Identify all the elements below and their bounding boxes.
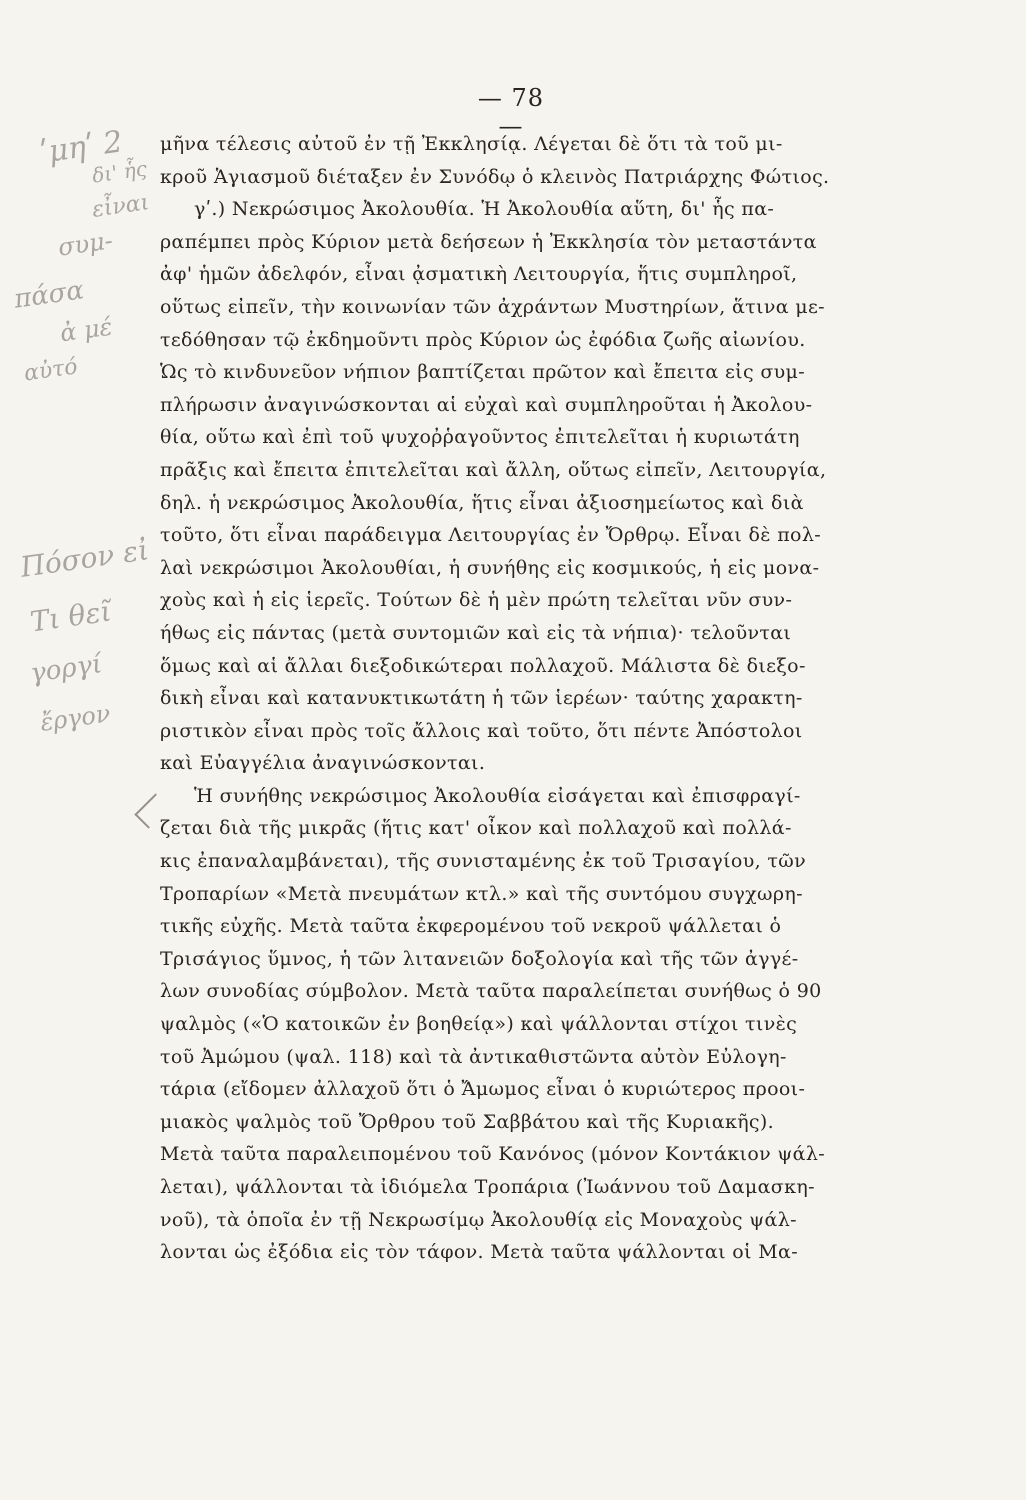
margin-note: ἀ μέ (58, 312, 115, 348)
text-line: λων συνοδίας σύμβολον. Μετὰ ταῦτα παραλείπεται συνήθως ὁ 90 (160, 980, 822, 1003)
margin-note: Πόσον εἰ (18, 533, 151, 584)
margin-note: δι' ἧς (90, 156, 149, 188)
text-line: ραπέμπει πρὸς Κύριον μετὰ δεήσεων ἡ Ἐκκλησία τὸν μεταστάντα (160, 230, 817, 253)
text-line: πρᾶξις καὶ ἔπειτα ἐπιτελεῖται καὶ ἄλλη, οὕτως εἰπεῖν, Λειτουργία, (160, 458, 827, 481)
text-line: δηλ. ἡ νεκρώσιμος Ἀκολουθία, ἥτις εἶναι ἀξιοσημείωτος καὶ διὰ (160, 491, 804, 514)
margin-note: πάσα (12, 275, 86, 315)
text-line: δικὴ εἶναι καὶ κατανυκτικωτάτη ἡ τῶν ἱερέων· ταύτης χαρακτη- (160, 687, 803, 710)
text-line: τοῦ Ἀμώμου (ψαλ. 118) καὶ τὰ ἀντικαθιστῶντα αὐτὸν Εὐλογη- (160, 1045, 787, 1068)
text-line: Ὡς τὸ κινδυνεῦον νήπιον βαπτίζεται πρῶτον καὶ ἔπειτα εἰς συμ- (160, 361, 806, 384)
text-line: θία, οὕτω καὶ ἐπὶ τοῦ ψυχοῤῥαγοῦντος ἐπιτελεῖται ἡ κυριωτάτη (160, 426, 800, 449)
text-line: μιακὸς ψαλμὸς τοῦ Ὄρθρου τοῦ Σαββάτου καὶ τῆς Κυριακῆς). (160, 1110, 775, 1133)
text-line: ὅμως καὶ αἱ ἄλλαι διεξοδικώτεραι πολλαχοῦ. Μάλιστα δὲ διεξο- (160, 654, 806, 677)
text-line: Ἡ συνήθης νεκρώσιμος Ἀκολουθία εἰσάγεται καὶ ἐπισφραγί- (194, 784, 801, 807)
margin-note: αὐτό (22, 354, 80, 387)
text-line: κροῦ Ἁγιασμοῦ διέταξεν ἐν Συνόδῳ ὁ κλεινὸς Πατριάρχης Φώτιος. (160, 165, 830, 188)
body-text (160, 128, 878, 1269)
text-line: χοὺς καὶ ἡ εἰς ἱερεῖς. Τούτων δὲ ἡ μὲν πρώτη τελεῖται νῦν συν- (160, 589, 793, 612)
text-line: κις ἐπαναλαμβάνεται), τῆς συνισταμένης ἐκ τοῦ Τρισαγίου, τῶν (160, 850, 806, 873)
margin-note: Τι θεῖ (28, 594, 114, 639)
margin-note: ἔργον (38, 699, 112, 737)
text-line: τάρια (εἴδομεν ἀλλαχοῦ ὅτι ὁ Ἄμωμος εἶναι ὁ κυριώτερος προοι- (160, 1078, 806, 1101)
text-line: νοῦ), τὰ ὁποῖα ἐν τῇ Νεκρωσίμῳ Ἀκολουθίᾳ εἰς Μοναχοὺς ψάλ- (160, 1208, 797, 1231)
text-line: τεδόθησαν τῷ ἐκδημοῦντι πρὸς Κύριον ὡς ἐφόδια ζωῆς αἰωνίου. (160, 328, 806, 351)
text-line: μῆνα τέλεσις αὐτοῦ ἐν τῇ Ἐκκλησίᾳ. Λέγεται δὲ ὅτι τὰ τοῦ μι- (160, 133, 783, 155)
text-line: οὕτως εἰπεῖν, τὴν κοινωνίαν τῶν ἀχράντων Μυστηρίων, ἅτινα με- (160, 295, 825, 318)
text-line: Τροπαρίων «Μετὰ πνευμάτων κτλ.» καὶ τῆς συντόμου συγχωρη- (160, 882, 803, 905)
margin-note: εἶναι (90, 190, 151, 223)
text-line: Τρισάγιος ὕμνος, ἡ τῶν λιτανειῶν δοξολογία καὶ τῆς τῶν ἀγγέ- (160, 947, 799, 970)
page-number: — 78 — (477, 84, 545, 140)
text-line: λονται ὡς ἐξόδια εἰς τὸν τάφον. Μετὰ ταῦτα ψάλλονται οἱ Μα- (160, 1241, 798, 1264)
text-line: ἀφ' ἡμῶν ἀδελφόν, εἶναι ᾀσματικὴ Λειτουργία, ἥτις συμπληροῖ, (160, 263, 798, 286)
margin-handwritten-notes (0, 124, 170, 830)
margin-note: συμ- (56, 226, 115, 262)
text-line: λαὶ νεκρώσιμοι Ἀκολουθίαι, ἡ συνήθης εἰς κοσμικούς, ἡ εἰς μονα- (160, 556, 820, 579)
text-line: πλήρωσιν ἀναγινώσκονται αἱ εὐχαὶ καὶ συμπληροῦται ἡ Ἀκολου- (160, 393, 813, 416)
margin-note: γοργί (28, 649, 104, 689)
text-line: ριστικὸν εἶναι πρὸς τοῖς ἄλλοις καὶ τοῦτο, ὅτι πέντε Ἀπόστολοι (160, 719, 803, 742)
text-line: ψαλμὸς («Ὁ κατοικῶν ἐν βοηθείᾳ») καὶ ψάλλονται στίχοι τινὲς (160, 1013, 798, 1036)
text-line: λεται), ψάλλονται τὰ ἰδιόμελα Τροπάρια (Ἰωάννου τοῦ Δαμασκη- (160, 1176, 815, 1198)
text-line: τικῆς εὐχῆς. Μετὰ ταῦτα ἐκφερομένου τοῦ νεκροῦ ψάλλεται ὁ (160, 915, 782, 938)
text-line: ήθως εἰς πάντας (μετὰ συντομιῶν καὶ εἰς τὰ νήπια)· τελοῦνται (160, 621, 792, 644)
text-line: ζεται διὰ τῆς μικρᾶς (ἥτις κατ' οἶκον καὶ πολλαχοῦ καὶ πολλά- (160, 817, 792, 840)
text-line: Μετὰ ταῦτα παραλειπομένου τοῦ Κανόνος (μόνον Κοντάκιον ψάλ- (160, 1143, 826, 1166)
text-line: γʹ.) Νεκρώσιμος Ἀκολουθία. Ἡ Ἀκολουθία αὕτη, δι' ἧς πα- (194, 198, 775, 221)
text-line: καὶ Εὐαγγέλια ἀναγινώσκονται. (160, 752, 486, 775)
text-line: τοῦτο, ὅτι εἶναι παράδειγμα Λειτουργίας ἐν Ὄρθρῳ. Εἶναι δὲ πολ- (160, 524, 821, 547)
margin-note: ʹμηʹ 2 (37, 124, 125, 171)
